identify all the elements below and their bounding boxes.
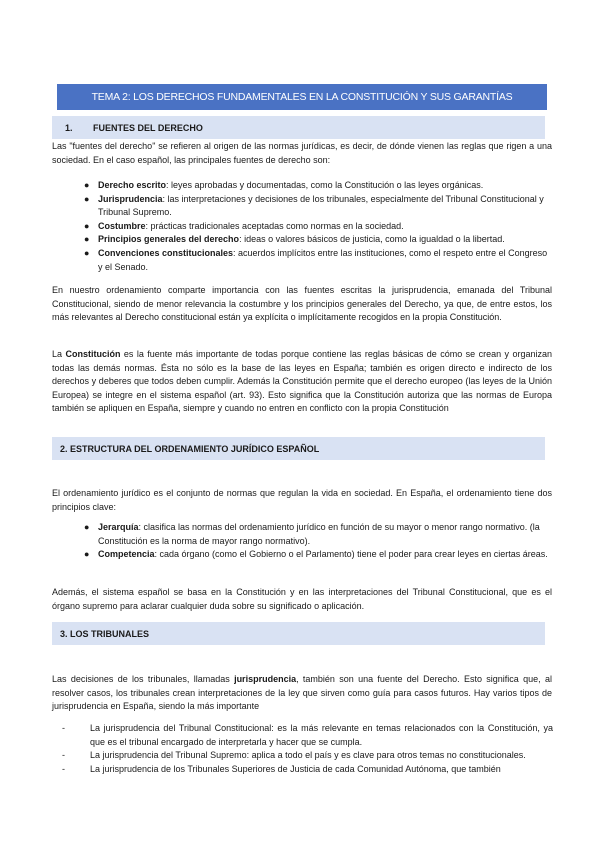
bullet-icon: ● — [84, 193, 90, 204]
section-label: 2. ESTRUCTURA DEL ORDENAMIENTO JURÍDICO ESPAÑOL — [60, 443, 320, 454]
bullet-icon: ● — [84, 522, 90, 532]
list-item: ● Derecho escrito: leyes aprobadas y documentadas, como la Constitución o las leyes orgánicas. — [84, 179, 549, 193]
section-heading-2 — [52, 437, 545, 460]
document-title — [57, 84, 547, 110]
dash-icon: - — [62, 723, 65, 733]
bullet-icon: ● — [84, 247, 90, 258]
jurisprudence-list — [60, 722, 553, 776]
section1-paragraph-2: En nuestro ordenamiento comparte importancia con las fuentes escritas la jurisprudencia, emanada del Tribunal Constitucional, siendo de menor relevancia la costumbre y los principios generales del Derecho, ya que, de entre estos, los más relevantes al Derecho constitucional están ya explícita o implícitamente recogidos en la propia Constitución. — [52, 285, 552, 323]
dash-icon: - — [62, 750, 65, 761]
list-item: ● Principios generales del derecho: ideas o valores básicos de justicia, como la igualdad o la libertad. — [84, 233, 549, 247]
list-item: ● Jurisprudencia: las interpretaciones y decisiones de los tribunales, especialmente del Tribunal Constitucional y Tribunal Supremo. — [84, 193, 544, 218]
bullet-icon: ● — [84, 234, 90, 245]
list-item: ● Competencia: cada órgano (como el Gobierno o el Parlamento) tiene el poder para crear leyes en ciertas áreas. — [84, 548, 549, 562]
section3-intro: Las decisiones de los tribunales, llamadas jurisprudencia, también son una fuente del Derecho. Esto significa que, al resolver casos, los tribunales crean interpretaciones de la ley que sirven como guía para casos futuros. Hay varios tipos de jurisprudencia en España, siendo la más importante — [52, 674, 552, 712]
section-heading-3 — [52, 622, 545, 645]
section-number: 1. — [65, 122, 73, 133]
list-item: - La jurisprudencia de los Tribunales Superiores de Justicia de cada Comunidad Autónoma, que también — [60, 763, 553, 777]
dash-icon: - — [62, 763, 65, 774]
list-item: ● Convenciones constitucionales: acuerdos implícitos entre las instituciones, como el respeto entre el Congreso y el Senado. — [84, 247, 548, 272]
bullet-icon: ● — [84, 220, 90, 231]
section1-paragraph-3: La Constitución es la fuente más importante de todas porque contiene las reglas básicas de cómo se crean y organizan todas las demás normas. Ésta no sólo es la base de las leyes en España; también es origen directo e indirecto de los derechos y deberes que todos deben cumplir. Además la Constitución permite que el derecho europeo (las leyes de la Unión Europea) se integre en el sistema español (art. 93). Esto significa que la Constitución autoriza que las normas de Europa también se apliquen en España, siempre y cuando no entren en conflicto con la propia Constitución — [52, 349, 552, 414]
sources-list — [84, 179, 549, 274]
section-label: FUENTES DEL DERECHO — [93, 122, 203, 133]
section2-paragraph-2: Además, el sistema español se basa en la Constitución y en las interpretaciones del Tribunal Constitucional, que es el órgano supremo para aclarar cualquier duda sobre su significado o aplicación. — [52, 587, 552, 611]
section1-intro: Las "fuentes del derecho" se refieren al origen de las normas jurídicas, es decir, de dónde vienen las reglas que rigen a una sociedad. En el caso español, las principales fuentes de derecho son: — [52, 141, 552, 165]
list-item: - La jurisprudencia del Tribunal Supremo: aplica a todo el país y es clave para otros temas no constitucionales. — [60, 749, 553, 763]
list-item: ● Costumbre: prácticas tradicionales aceptadas como normas en la sociedad. — [84, 220, 549, 234]
section-heading-1 — [52, 116, 545, 139]
bullet-icon: ● — [84, 549, 90, 560]
bullet-icon: ● — [84, 180, 90, 190]
title-text: TEMA 2: LOS DERECHOS FUNDAMENTALES EN LA CONSTITUCIÓN Y SUS GARANTÍAS — [91, 91, 513, 103]
section-label: 3. LOS TRIBUNALES — [60, 628, 150, 639]
section2-intro: El ordenamiento jurídico es el conjunto de normas que regulan la vida en sociedad. En España, el ordenamiento tiene dos principios clave: — [52, 488, 552, 512]
list-item: - La jurisprudencia del Tribunal Constitucional: es la más relevante en temas relacionados con la Constitución, ya que es el tribunal encargado de interpretarla y hacer que se cumpla. — [62, 723, 553, 747]
principles-list — [84, 521, 549, 562]
list-item: ● Jerarquía: clasifica las normas del ordenamiento jurídico en función de su mayor o menor rango normativo. (la Constitución es la norma de mayor rango normativo). — [84, 522, 540, 546]
